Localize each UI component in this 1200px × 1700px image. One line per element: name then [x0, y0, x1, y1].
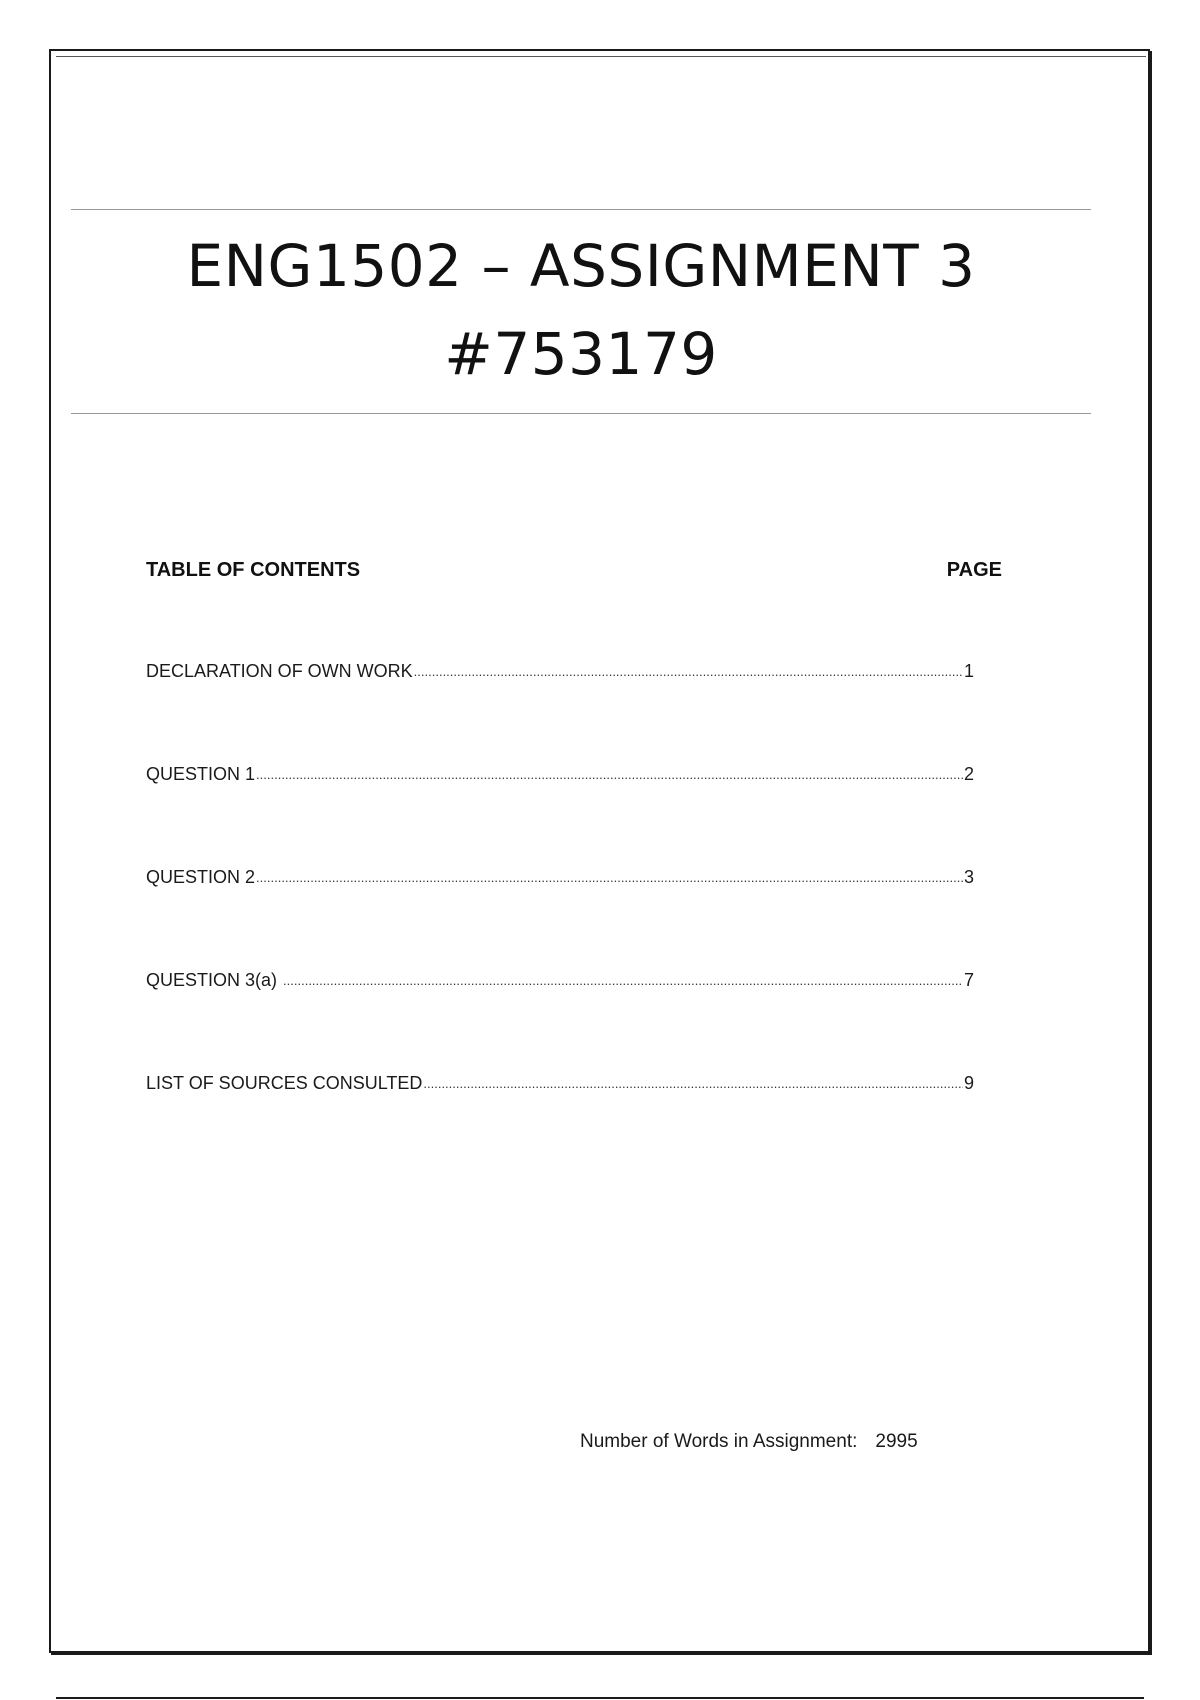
toc-entry-label: QUESTION 1 [146, 764, 256, 784]
toc-entry-label: LIST OF SOURCES CONSULTED [146, 1073, 423, 1093]
toc-list [146, 658, 1002, 1096]
toc-entry-question-2[interactable] [146, 864, 974, 890]
toc-page-heading: PAGE [946, 559, 1002, 581]
toc-entry-question-3a[interactable] [146, 967, 974, 993]
title-rule-top [71, 209, 1091, 210]
word-count-value: 2995 [875, 1431, 918, 1452]
toc-entry-label: QUESTION 3(a) [146, 970, 283, 990]
toc-entry-label: DECLARATION OF OWN WORK [146, 661, 413, 681]
word-count [580, 1428, 918, 1456]
toc-dot-leader [283, 967, 963, 993]
document-title [71, 222, 1091, 398]
next-page-edge [56, 1697, 1144, 1699]
toc-entry-page: 2 [963, 764, 974, 784]
toc-entry-question-1[interactable] [146, 761, 974, 787]
page-border-inner-line [56, 56, 1146, 57]
toc-dot-leader [423, 1070, 963, 1096]
title-line-course: ENG1502 – ASSIGNMENT 3 [186, 232, 976, 300]
table-of-contents [146, 555, 1002, 1173]
title-line-number: #753179 [444, 320, 718, 388]
toc-entry-page: 9 [963, 1073, 974, 1093]
toc-dot-leader [256, 864, 963, 890]
toc-entry-page: 1 [963, 661, 974, 681]
toc-dot-leader [256, 761, 963, 787]
toc-entry-declaration[interactable] [146, 658, 974, 684]
toc-heading: TABLE OF CONTENTS [146, 559, 361, 581]
toc-dot-leader [414, 658, 963, 684]
word-count-label: Number of Words in Assignment: [580, 1431, 858, 1452]
toc-entry-sources[interactable] [146, 1070, 974, 1096]
title-rule-bottom [71, 413, 1091, 414]
toc-entry-page: 7 [963, 970, 974, 990]
toc-entry-label: QUESTION 2 [146, 867, 256, 887]
toc-header [146, 555, 1002, 585]
toc-entry-page: 3 [963, 867, 974, 887]
